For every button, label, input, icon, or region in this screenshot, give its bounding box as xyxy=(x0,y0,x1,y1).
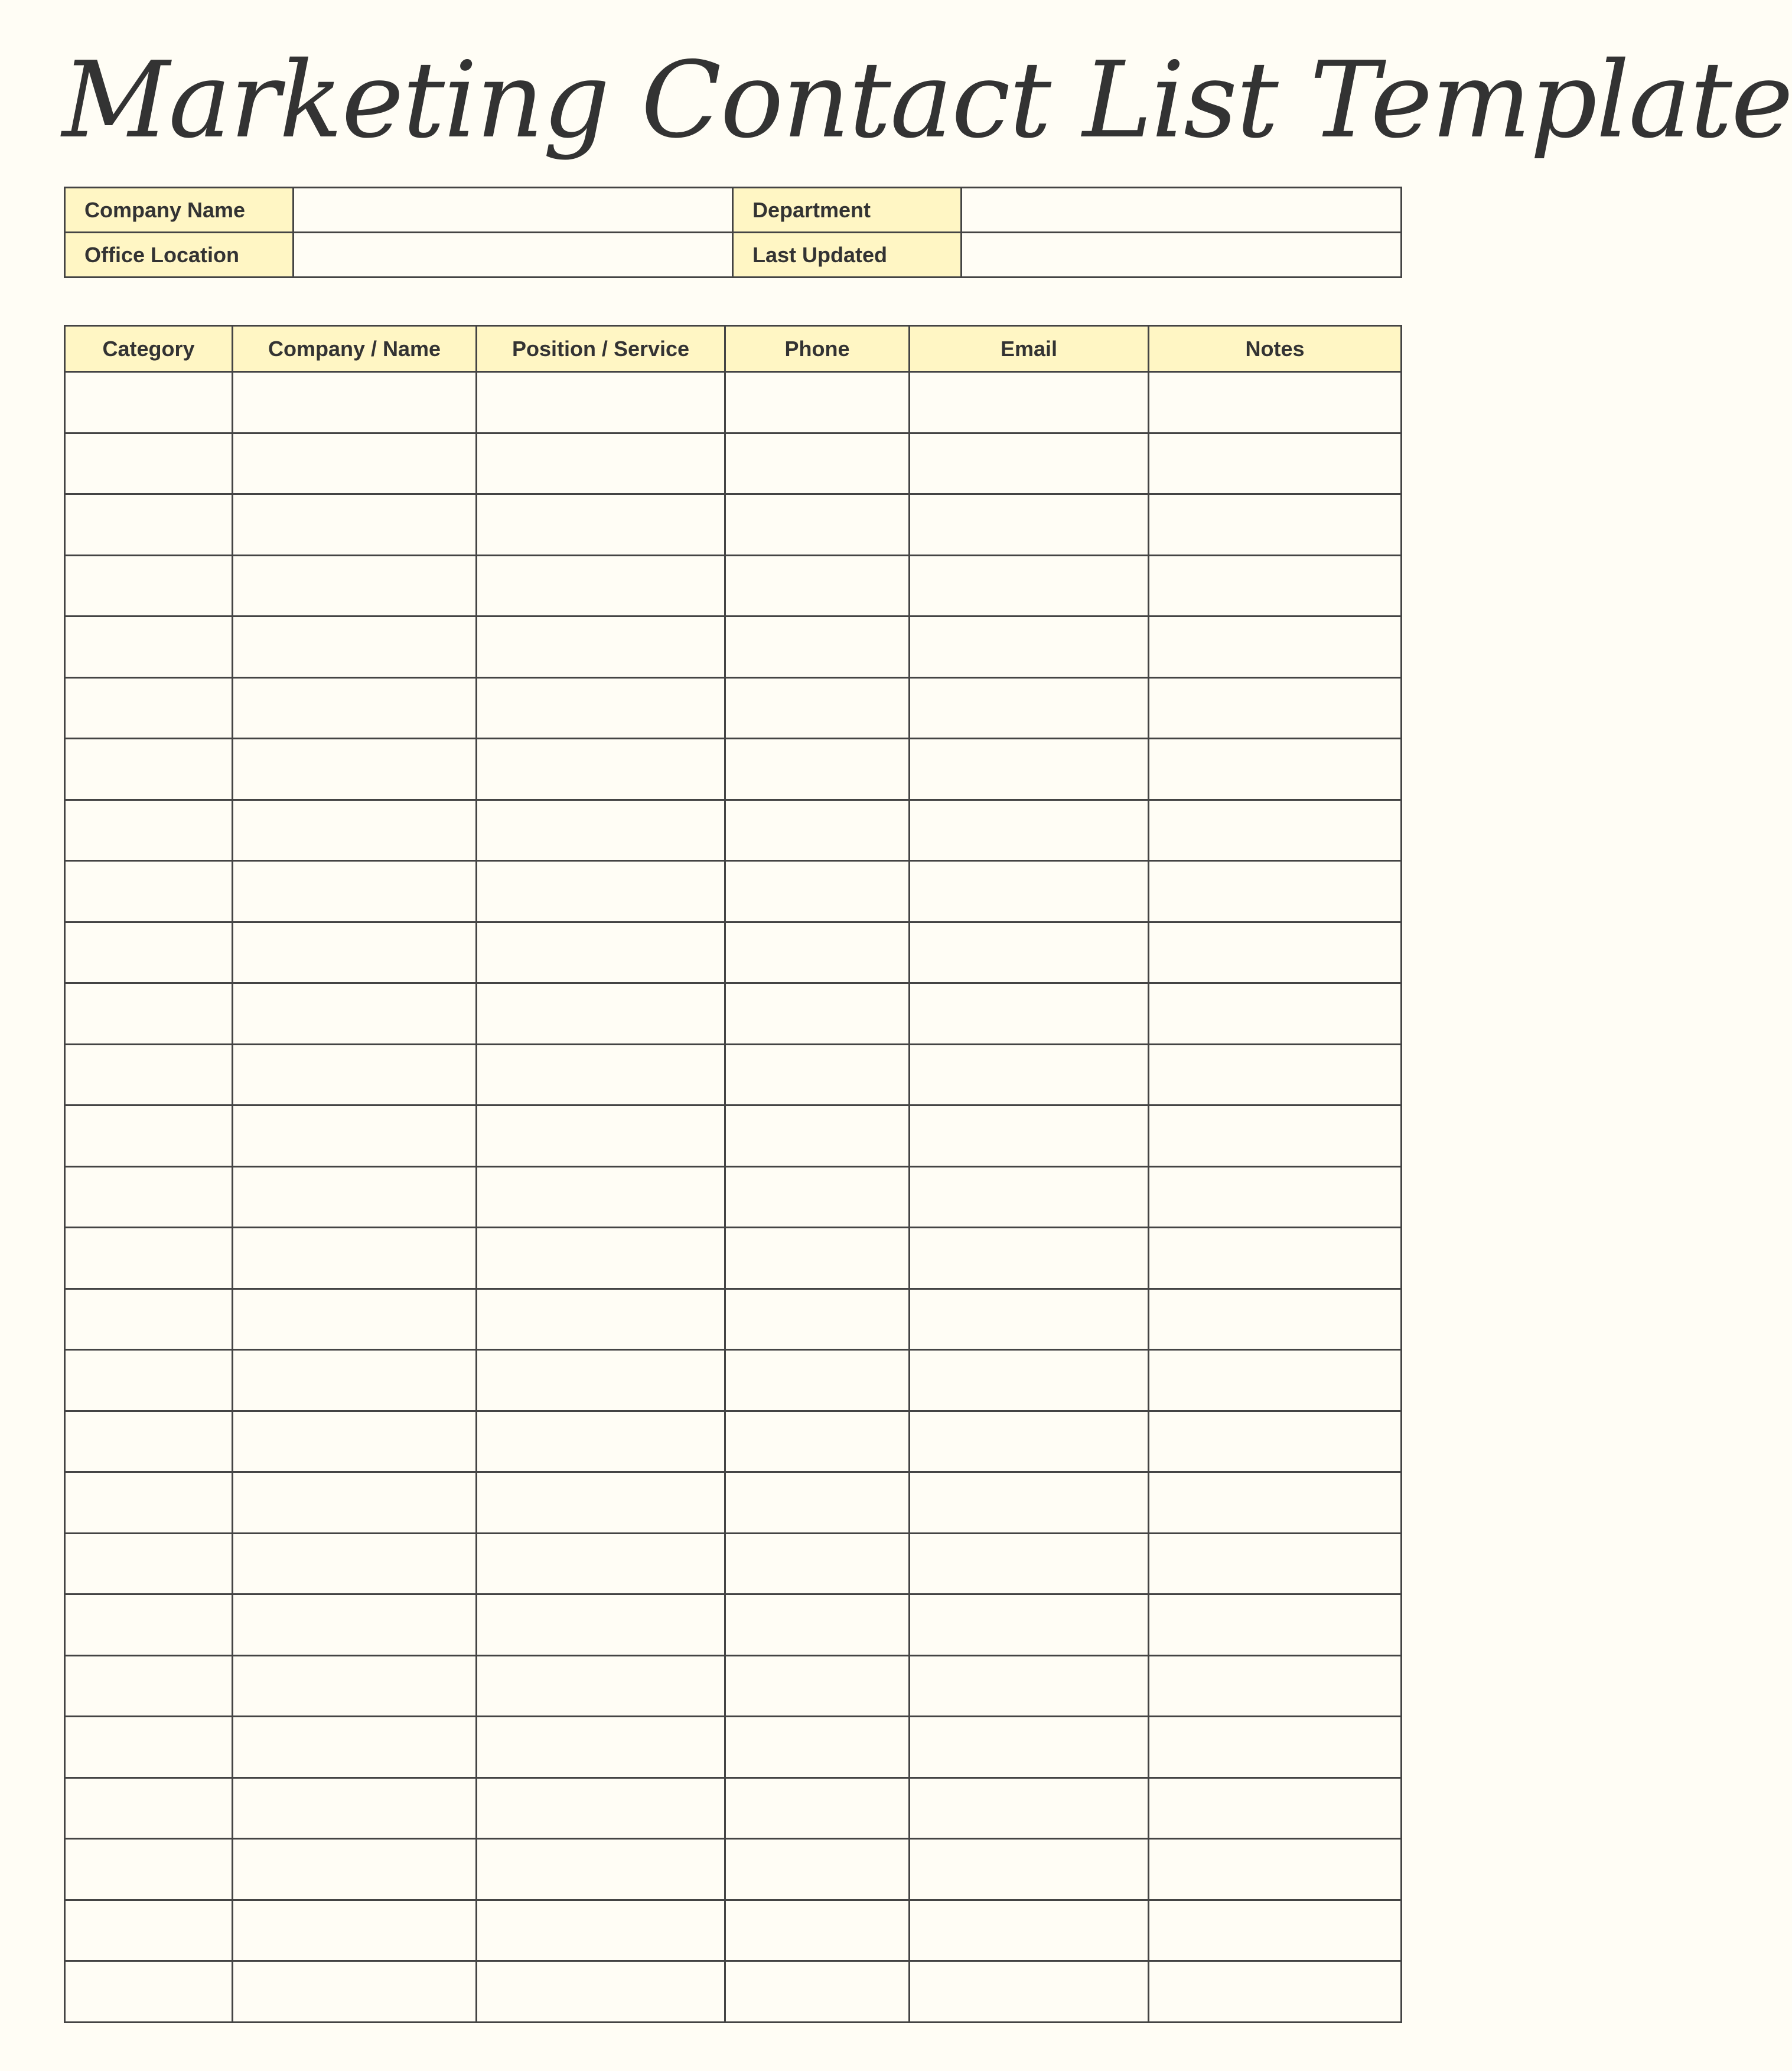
cell-notes[interactable] xyxy=(1149,1289,1402,1350)
table-row xyxy=(65,1533,1402,1594)
contact-rows xyxy=(65,372,1402,2023)
cell-notes[interactable] xyxy=(1149,1961,1402,2023)
cell-position-service[interactable] xyxy=(477,1778,725,1839)
cell-position-service[interactable] xyxy=(477,1961,725,2023)
cell-category[interactable] xyxy=(65,1778,233,1839)
cell-position-service[interactable] xyxy=(477,433,725,494)
cell-notes[interactable] xyxy=(1149,1472,1402,1534)
cell-company-name[interactable] xyxy=(233,1472,477,1534)
cell-position-service[interactable] xyxy=(477,1533,725,1594)
cell-company-name[interactable] xyxy=(233,922,477,983)
cell-email[interactable] xyxy=(910,1655,1149,1717)
table-row xyxy=(65,1594,1402,1656)
cell-category[interactable] xyxy=(65,1533,233,1594)
cell-phone[interactable] xyxy=(725,739,910,800)
table-row xyxy=(65,922,1402,983)
cell-phone[interactable] xyxy=(725,1594,910,1656)
cell-position-service[interactable] xyxy=(477,1166,725,1228)
cell-company-name[interactable] xyxy=(233,861,477,922)
cell-category[interactable] xyxy=(65,372,233,433)
cell-phone[interactable] xyxy=(725,861,910,922)
table-row xyxy=(65,372,1402,433)
table-row xyxy=(65,1717,1402,1778)
cell-company-name[interactable] xyxy=(233,1044,477,1105)
cell-notes[interactable] xyxy=(1149,555,1402,617)
table-row xyxy=(65,1105,1402,1167)
table-row xyxy=(65,617,1402,678)
table-row xyxy=(65,1900,1402,1961)
cell-company-name[interactable] xyxy=(233,800,477,861)
cell-category[interactable] xyxy=(65,494,233,556)
cell-category[interactable] xyxy=(65,1655,233,1717)
cell-company-name[interactable] xyxy=(233,1717,477,1778)
cell-category[interactable] xyxy=(65,1594,233,1656)
cell-phone[interactable] xyxy=(725,677,910,739)
cell-notes[interactable] xyxy=(1149,1105,1402,1167)
cell-email[interactable] xyxy=(910,372,1149,433)
cell-category[interactable] xyxy=(65,617,233,678)
column-header-category: Category xyxy=(65,326,233,372)
cell-notes[interactable] xyxy=(1149,1655,1402,1717)
cell-company-name[interactable] xyxy=(233,1228,477,1289)
cell-notes[interactable] xyxy=(1149,677,1402,739)
table-row xyxy=(65,1778,1402,1839)
cell-phone[interactable] xyxy=(725,1655,910,1717)
cell-email[interactable] xyxy=(910,1044,1149,1105)
cell-position-service[interactable] xyxy=(477,1289,725,1350)
cell-company-name[interactable] xyxy=(233,372,477,433)
table-row xyxy=(65,1228,1402,1289)
last-updated-label: Last Updated xyxy=(733,233,962,278)
cell-email[interactable] xyxy=(910,555,1149,617)
cell-category[interactable] xyxy=(65,1289,233,1350)
cell-category[interactable] xyxy=(65,555,233,617)
cell-position-service[interactable] xyxy=(477,1472,725,1534)
cell-email[interactable] xyxy=(910,1472,1149,1534)
cell-company-name[interactable] xyxy=(233,1778,477,1839)
cell-email[interactable] xyxy=(910,1594,1149,1656)
cell-position-service[interactable] xyxy=(477,1717,725,1778)
cell-category[interactable] xyxy=(65,861,233,922)
info-table xyxy=(64,187,1402,278)
cell-email[interactable] xyxy=(910,1900,1149,1961)
cell-notes[interactable] xyxy=(1149,1044,1402,1105)
cell-notes[interactable] xyxy=(1149,433,1402,494)
cell-company-name[interactable] xyxy=(233,983,477,1045)
cell-email[interactable] xyxy=(910,1228,1149,1289)
cell-notes[interactable] xyxy=(1149,1778,1402,1839)
cell-category[interactable] xyxy=(65,739,233,800)
cell-category[interactable] xyxy=(65,1961,233,2023)
cell-category[interactable] xyxy=(65,1411,233,1472)
cell-email[interactable] xyxy=(910,861,1149,922)
info-row-company xyxy=(65,188,1402,233)
cell-company-name[interactable] xyxy=(233,677,477,739)
cell-position-service[interactable] xyxy=(477,922,725,983)
cell-category[interactable] xyxy=(65,922,233,983)
cell-notes[interactable] xyxy=(1149,739,1402,800)
cell-email[interactable] xyxy=(910,739,1149,800)
cell-phone[interactable] xyxy=(725,1839,910,1900)
cell-position-service[interactable] xyxy=(477,1655,725,1717)
cell-notes[interactable] xyxy=(1149,372,1402,433)
cell-category[interactable] xyxy=(65,1228,233,1289)
cell-category[interactable] xyxy=(65,1350,233,1411)
table-row xyxy=(65,1166,1402,1228)
cell-email[interactable] xyxy=(910,1778,1149,1839)
cell-position-service[interactable] xyxy=(477,1411,725,1472)
table-row xyxy=(65,555,1402,617)
cell-position-service[interactable] xyxy=(477,1350,725,1411)
cell-position-service[interactable] xyxy=(477,617,725,678)
cell-email[interactable] xyxy=(910,800,1149,861)
cell-category[interactable] xyxy=(65,1472,233,1534)
cell-notes[interactable] xyxy=(1149,617,1402,678)
cell-notes[interactable] xyxy=(1149,1228,1402,1289)
cell-email[interactable] xyxy=(910,1533,1149,1594)
table-row xyxy=(65,494,1402,556)
cell-position-service[interactable] xyxy=(477,1594,725,1656)
cell-email[interactable] xyxy=(910,983,1149,1045)
table-row xyxy=(65,1655,1402,1717)
cell-phone[interactable] xyxy=(725,1533,910,1594)
cell-position-service[interactable] xyxy=(477,1044,725,1105)
cell-company-name[interactable] xyxy=(233,1166,477,1228)
cell-position-service[interactable] xyxy=(477,494,725,556)
cell-category[interactable] xyxy=(65,800,233,861)
cell-phone[interactable] xyxy=(725,1778,910,1839)
cell-notes[interactable] xyxy=(1149,1594,1402,1656)
cell-position-service[interactable] xyxy=(477,1105,725,1167)
table-row xyxy=(65,1289,1402,1350)
cell-category[interactable] xyxy=(65,1717,233,1778)
cell-phone[interactable] xyxy=(725,494,910,556)
cell-phone[interactable] xyxy=(725,1350,910,1411)
table-row xyxy=(65,861,1402,922)
table-row xyxy=(65,983,1402,1045)
table-row xyxy=(65,739,1402,800)
cell-position-service[interactable] xyxy=(477,800,725,861)
cell-company-name[interactable] xyxy=(233,555,477,617)
cell-email[interactable] xyxy=(910,617,1149,678)
cell-category[interactable] xyxy=(65,677,233,739)
cell-email[interactable] xyxy=(910,1350,1149,1411)
cell-category[interactable] xyxy=(65,1044,233,1105)
cell-notes[interactable] xyxy=(1149,494,1402,556)
cell-position-service[interactable] xyxy=(477,861,725,922)
cell-company-name[interactable] xyxy=(233,1839,477,1900)
cell-phone[interactable] xyxy=(725,555,910,617)
cell-phone[interactable] xyxy=(725,1411,910,1472)
table-row xyxy=(65,1961,1402,2023)
cell-company-name[interactable] xyxy=(233,433,477,494)
column-header-email: Email xyxy=(910,326,1149,372)
cell-company-name[interactable] xyxy=(233,1105,477,1167)
cell-phone[interactable] xyxy=(725,983,910,1045)
table-row xyxy=(65,1411,1402,1472)
cell-category[interactable] xyxy=(65,433,233,494)
cell-company-name[interactable] xyxy=(233,617,477,678)
cell-company-name[interactable] xyxy=(233,494,477,556)
table-row xyxy=(65,1839,1402,1900)
department-field[interactable] xyxy=(962,188,1402,233)
cell-phone[interactable] xyxy=(725,617,910,678)
column-header-phone: Phone xyxy=(725,326,910,372)
cell-phone[interactable] xyxy=(725,1289,910,1350)
column-header-notes: Notes xyxy=(1149,326,1402,372)
cell-position-service[interactable] xyxy=(477,739,725,800)
cell-category[interactable] xyxy=(65,1105,233,1167)
cell-notes[interactable] xyxy=(1149,861,1402,922)
column-header-company-name: Company / Name xyxy=(233,326,477,372)
cell-position-service[interactable] xyxy=(477,983,725,1045)
cell-phone[interactable] xyxy=(725,1105,910,1167)
cell-company-name[interactable] xyxy=(233,1533,477,1594)
cell-notes[interactable] xyxy=(1149,1350,1402,1411)
cell-category[interactable] xyxy=(65,1166,233,1228)
cell-phone[interactable] xyxy=(725,372,910,433)
table-row xyxy=(65,433,1402,494)
cell-company-name[interactable] xyxy=(233,1961,477,2023)
cell-notes[interactable] xyxy=(1149,1411,1402,1472)
cell-phone[interactable] xyxy=(725,1044,910,1105)
cell-category[interactable] xyxy=(65,1900,233,1961)
column-header-position-service: Position / Service xyxy=(477,326,725,372)
contact-table-header xyxy=(65,326,1402,372)
cell-company-name[interactable] xyxy=(233,1289,477,1350)
cell-email[interactable] xyxy=(910,677,1149,739)
cell-category[interactable] xyxy=(65,1839,233,1900)
cell-company-name[interactable] xyxy=(233,1350,477,1411)
department-label: Department xyxy=(733,188,962,233)
cell-phone[interactable] xyxy=(725,1166,910,1228)
cell-position-service[interactable] xyxy=(477,1839,725,1900)
cell-notes[interactable] xyxy=(1149,1533,1402,1594)
page-title: Marketing Contact List Template xyxy=(62,39,1792,161)
cell-phone[interactable] xyxy=(725,433,910,494)
table-row xyxy=(65,1472,1402,1534)
cell-email[interactable] xyxy=(910,922,1149,983)
cell-email[interactable] xyxy=(910,1289,1149,1350)
cell-company-name[interactable] xyxy=(233,1900,477,1961)
cell-phone[interactable] xyxy=(725,1717,910,1778)
cell-phone[interactable] xyxy=(725,1961,910,2023)
cell-position-service[interactable] xyxy=(477,372,725,433)
cell-email[interactable] xyxy=(910,1717,1149,1778)
cell-phone[interactable] xyxy=(725,1228,910,1289)
cell-notes[interactable] xyxy=(1149,800,1402,861)
table-row xyxy=(65,800,1402,861)
cell-notes[interactable] xyxy=(1149,1166,1402,1228)
last-updated-field[interactable] xyxy=(962,233,1402,278)
cell-phone[interactable] xyxy=(725,922,910,983)
company-name-label: Company Name xyxy=(65,188,294,233)
cell-notes[interactable] xyxy=(1149,1839,1402,1900)
cell-notes[interactable] xyxy=(1149,1900,1402,1961)
cell-email[interactable] xyxy=(910,433,1149,494)
cell-phone[interactable] xyxy=(725,1900,910,1961)
company-name-field[interactable] xyxy=(294,188,733,233)
cell-email[interactable] xyxy=(910,1411,1149,1472)
cell-company-name[interactable] xyxy=(233,1655,477,1717)
cell-position-service[interactable] xyxy=(477,1900,725,1961)
office-location-label: Office Location xyxy=(65,233,294,278)
cell-email[interactable] xyxy=(910,1961,1149,2023)
cell-email[interactable] xyxy=(910,494,1149,556)
cell-company-name[interactable] xyxy=(233,1594,477,1656)
cell-phone[interactable] xyxy=(725,1472,910,1534)
cell-category[interactable] xyxy=(65,983,233,1045)
cell-email[interactable] xyxy=(910,1105,1149,1167)
table-row xyxy=(65,1044,1402,1105)
office-location-field[interactable] xyxy=(294,233,733,278)
cell-company-name[interactable] xyxy=(233,1411,477,1472)
cell-email[interactable] xyxy=(910,1839,1149,1900)
table-row xyxy=(65,677,1402,739)
cell-phone[interactable] xyxy=(725,800,910,861)
cell-position-service[interactable] xyxy=(477,677,725,739)
cell-notes[interactable] xyxy=(1149,983,1402,1045)
cell-notes[interactable] xyxy=(1149,922,1402,983)
cell-email[interactable] xyxy=(910,1166,1149,1228)
cell-position-service[interactable] xyxy=(477,555,725,617)
table-row xyxy=(65,1350,1402,1411)
cell-notes[interactable] xyxy=(1149,1717,1402,1778)
contact-table xyxy=(64,325,1402,2023)
info-row-office xyxy=(65,233,1402,278)
cell-company-name[interactable] xyxy=(233,739,477,800)
cell-position-service[interactable] xyxy=(477,1228,725,1289)
